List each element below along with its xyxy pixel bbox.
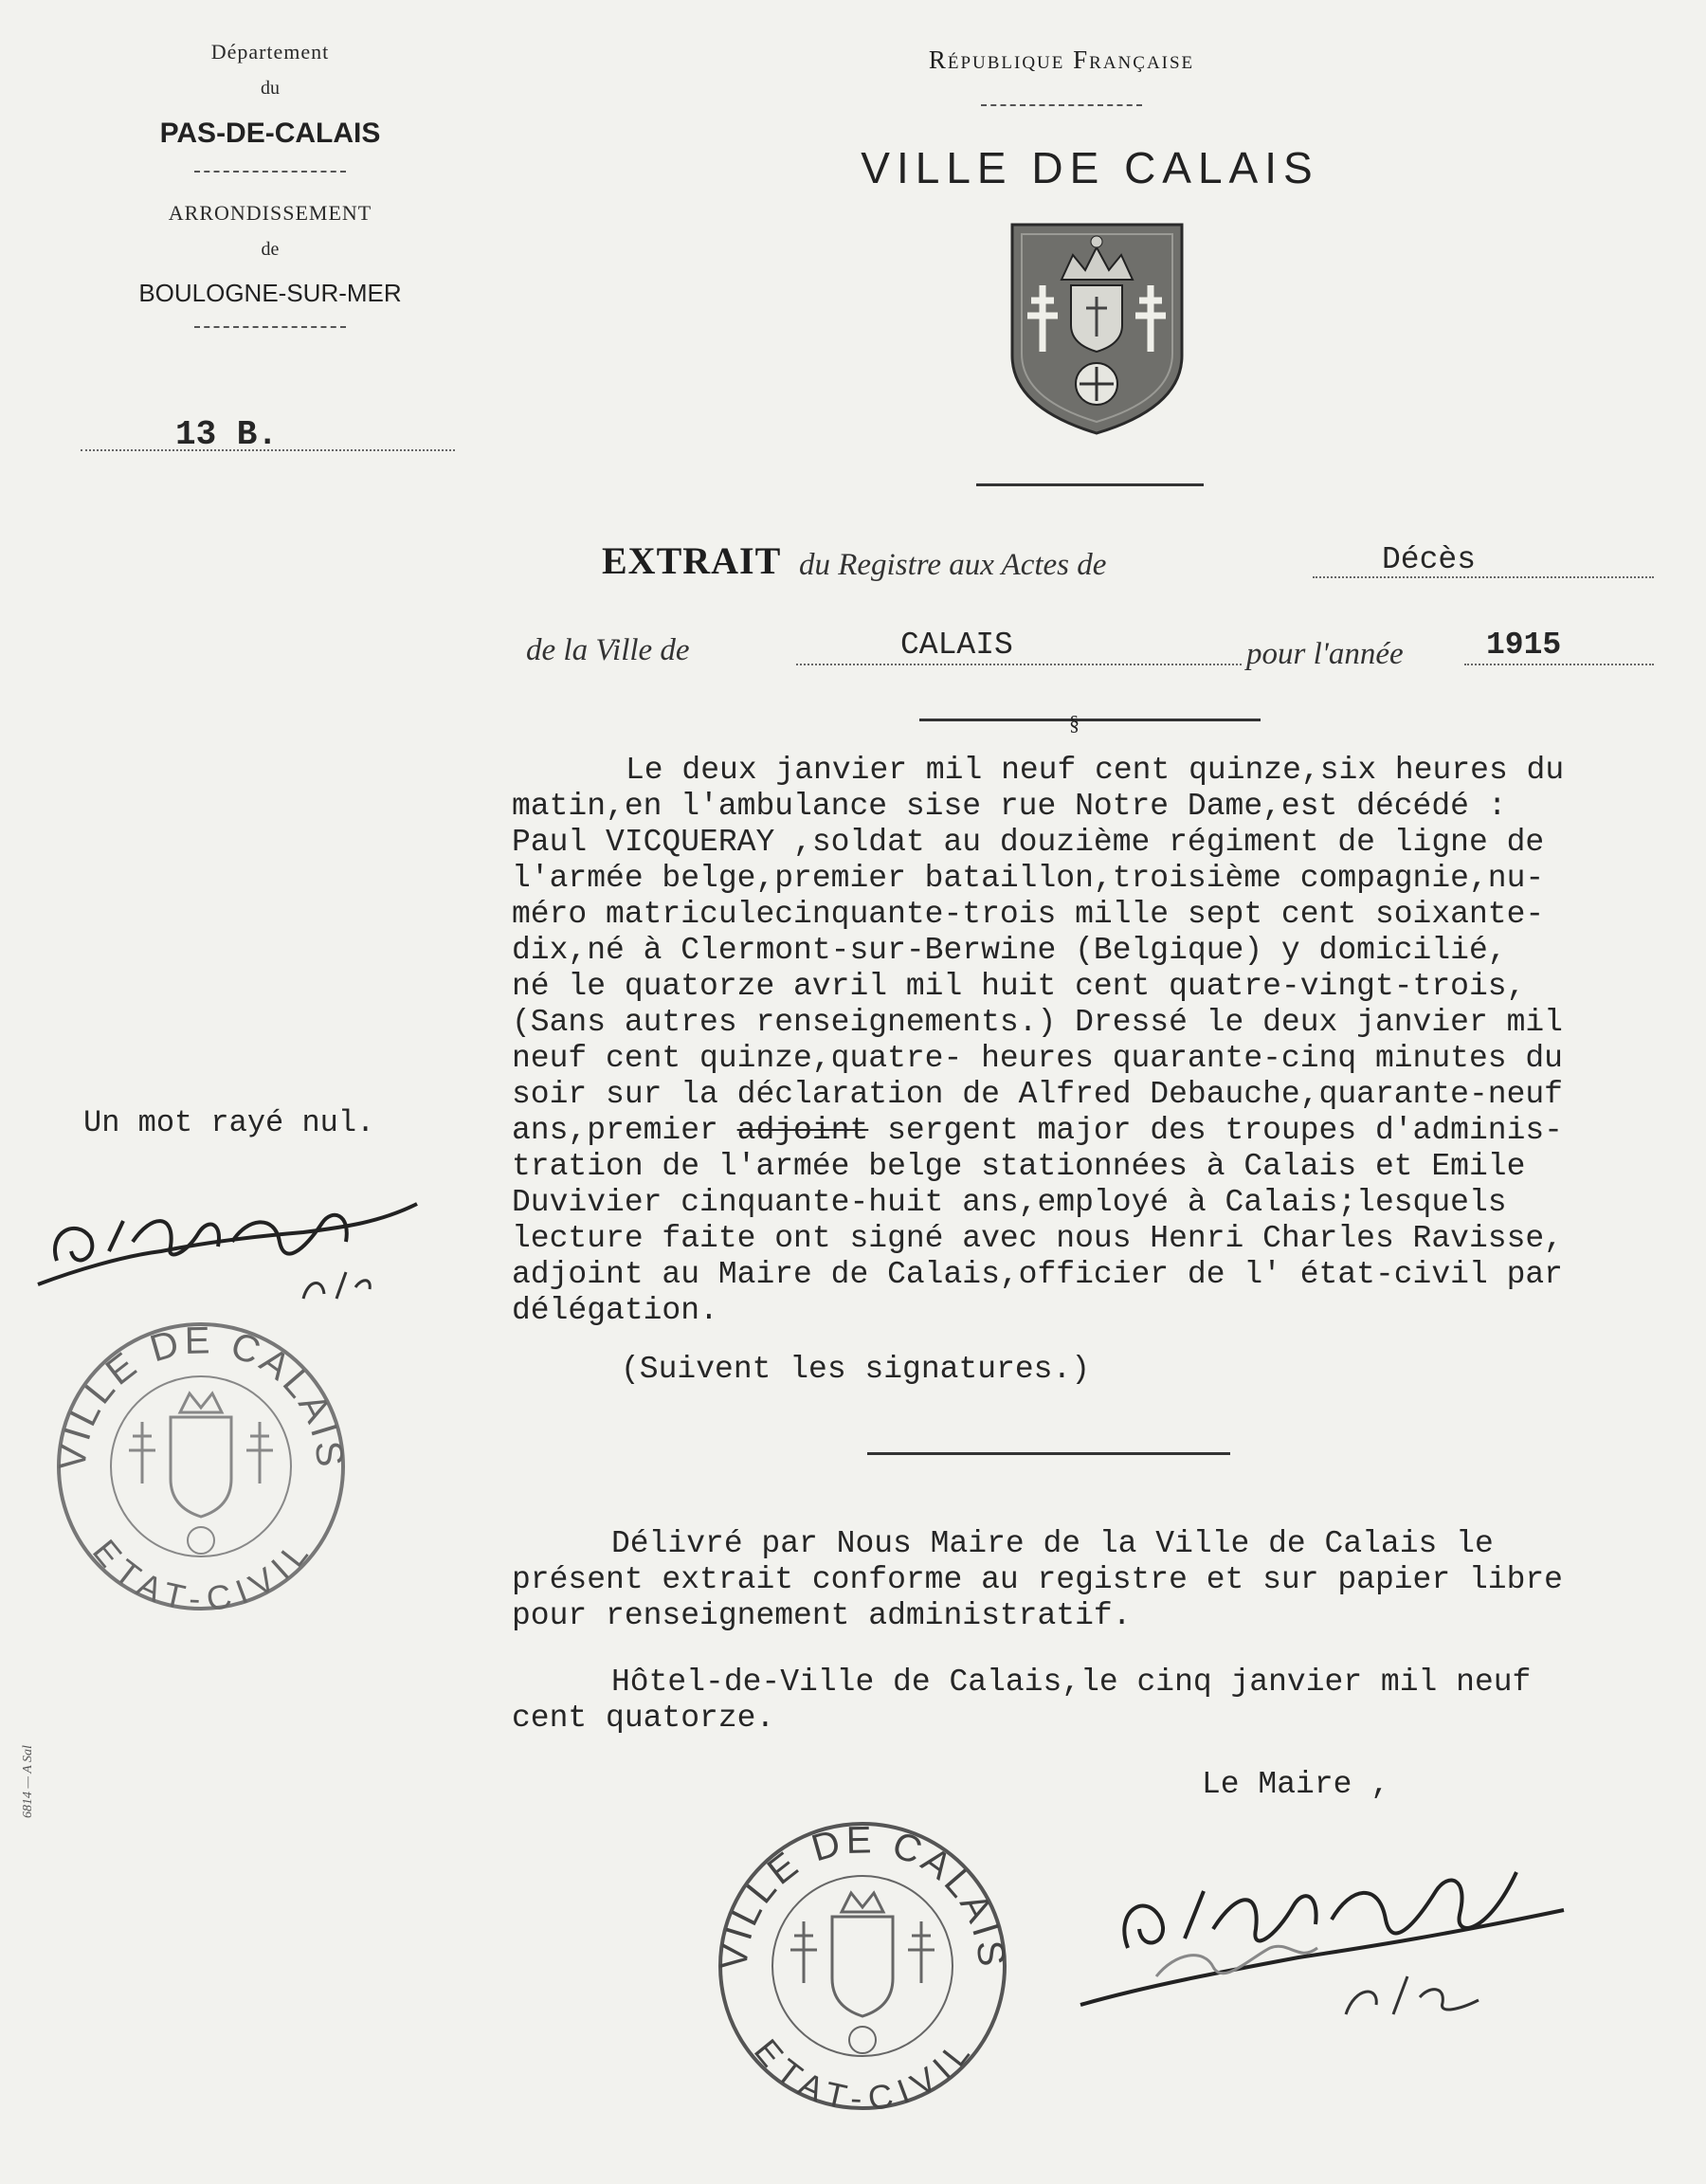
body-line: délégation. (512, 1293, 718, 1328)
struck-word: adjoint (736, 1113, 869, 1148)
place-date-line: cent quatorze. (512, 1701, 775, 1736)
extrait-label: EXTRAIT (602, 539, 782, 582)
coat-of-arms-icon (1005, 213, 1189, 441)
registre-label: du Registre aux Actes de (799, 548, 1107, 582)
body-line: Duvivier cinquante-huit ans,employé à Calais;lesquels (512, 1185, 1507, 1220)
annee-label: pour l'année (1246, 637, 1404, 671)
divider (194, 171, 346, 173)
svg-text:VILLE DE CALAIS (51, 1320, 351, 1472)
ville-de-calais-stamp (47, 1313, 355, 1616)
body-line: Le deux janvier mil neuf cent quinze,six heures du (626, 753, 1565, 788)
delivery-line: pour renseignement administratif. (512, 1598, 1132, 1633)
svg-text:ETAT-CIVIL (747, 2031, 979, 2116)
annee-value: 1915 (1486, 628, 1562, 663)
body-line: lecture faite ont signé avec nous Henri Charles Ravisse, (512, 1221, 1563, 1256)
du-label: du (261, 78, 280, 99)
body-line: matin,en l'ambulance sise rue Notre Dame,est décédé : (512, 789, 1507, 824)
signature-left (19, 1166, 436, 1327)
body-line: méro matriculecinquante-trois mille sept cent soixante- (512, 897, 1545, 932)
pas-de-calais-label: PAS-DE-CALAIS (159, 118, 381, 149)
divider (976, 483, 1204, 486)
stamp-bottom-text: ETAT-CIVIL (84, 1532, 318, 1616)
body-text: sergent major des troupes d'adminis- (868, 1113, 1563, 1148)
svg-text:VILLE DE CALAIS (713, 1819, 1012, 1972)
ville-line (796, 664, 1242, 665)
ville-value: CALAIS (900, 628, 1013, 663)
body-line: né le quatorze avril mil huit cent quatre-vingt-trois, (512, 969, 1526, 1004)
divider (981, 104, 1142, 106)
ville-de-calais-stamp (709, 1812, 1017, 2116)
acte-type-line (1313, 576, 1654, 578)
de-label: de (261, 239, 280, 260)
divider (867, 1452, 1230, 1455)
arrondissement-label: ARRONDISSEMENT (168, 201, 372, 225)
body-line: tration de l'armée belge stationnées à Calais et Emile (512, 1149, 1526, 1184)
margin-note: Un mot rayé nul. (83, 1105, 375, 1140)
svg-text:ETAT-CIVIL (85, 1532, 318, 1616)
place-date-line: Hôtel-de-Ville de Calais,le cinq janvier mil neuf (611, 1665, 1532, 1700)
departement-label: Département (210, 40, 330, 64)
reference-number: 13 B. (175, 415, 279, 454)
stamp-top-text: VILLE DE CALAIS (713, 1819, 1013, 1973)
body-line: neuf cent quinze,quatre- heures quarante-cinq minutes du (512, 1041, 1563, 1076)
signature-mayor (1071, 1834, 1602, 2024)
ville-title: VILLE DE CALAIS (861, 143, 1319, 192)
body-line: (Sans autres renseignements.) Dressé le deux janvier mil (512, 1005, 1563, 1040)
printer-reference: 6814 — A Sal (21, 1745, 35, 1818)
body-line (512, 1115, 1563, 1146)
acte-type-value: Décès (1382, 542, 1477, 577)
stamp-top-text: VILLE DE CALAIS (51, 1320, 352, 1473)
ville-label: de la Ville de (526, 633, 690, 667)
body-line: soir sur la déclaration de Alfred Debauche,quarante-neuf (512, 1077, 1563, 1112)
divider (919, 719, 1261, 721)
delivery-line: Délivré par Nous Maire de la Ville de Calais le (611, 1526, 1494, 1561)
republique-label: République Française (928, 46, 1195, 74)
body-line: Paul VICQUERAY ,soldat au douzième régiment de ligne de (512, 825, 1545, 860)
signatures-note: (Suivent les signatures.) (621, 1352, 1091, 1387)
body-line: dix,né à Clermont-sur-Berwine (Belgique) y domicilié, (512, 933, 1507, 968)
divider (194, 326, 346, 328)
stamp-bottom-text: ETAT-CIVIL (746, 2031, 980, 2116)
body-line: adjoint au Maire de Calais,officier de l' état-civil par (512, 1257, 1563, 1292)
boulogne-label: BOULOGNE-SUR-MER (138, 279, 402, 307)
annee-line (1464, 664, 1654, 665)
body-text: ans,premier (512, 1113, 737, 1148)
body-line: l'armée belge,premier bataillon,troisième compagnie,nu- (512, 861, 1545, 896)
delivery-line: présent extrait conforme au registre et sur papier libre (512, 1562, 1563, 1597)
le-maire-label: Le Maire , (1202, 1767, 1390, 1802)
flourish-icon: § (1069, 711, 1080, 735)
